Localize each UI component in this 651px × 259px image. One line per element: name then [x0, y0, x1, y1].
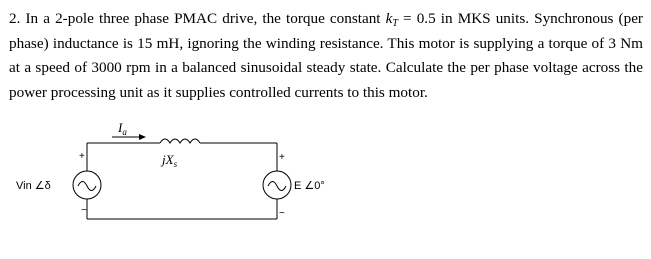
left-source-label: Vin ∠δ [16, 180, 51, 192]
right-plus-sign: + [279, 152, 285, 163]
torque-constant-subscript: T [392, 18, 398, 29]
torque-constant-symbol: k [385, 10, 393, 27]
problem-text-b: = 0.5 in MKS units. Synchronous (per phase) inductance is 15 mH, ignoring the winding resistance. This motor is supplying a torque of 3 Nm at a speed of 3000 rpm in a balanced sinusoidal steady state. Calculate the per phase voltage across the power processing unit as it supplies controlled currents to this motor. [9, 10, 643, 101]
current-label: $I_a$ [118, 120, 127, 137]
current-arrowhead [139, 134, 146, 140]
problem-text-a: In a 2-pole three phase PMAC drive, the torque constant [25, 10, 386, 27]
right-source-label: E ∠0° [294, 180, 325, 192]
left-plus-sign: + [79, 151, 85, 162]
left-minus-sign: − [81, 205, 87, 216]
reactance-label: $jX_s$ [162, 152, 178, 169]
inductor-coil [160, 139, 200, 143]
problem-number: 2. [9, 10, 21, 27]
right-minus-sign: − [279, 208, 285, 219]
